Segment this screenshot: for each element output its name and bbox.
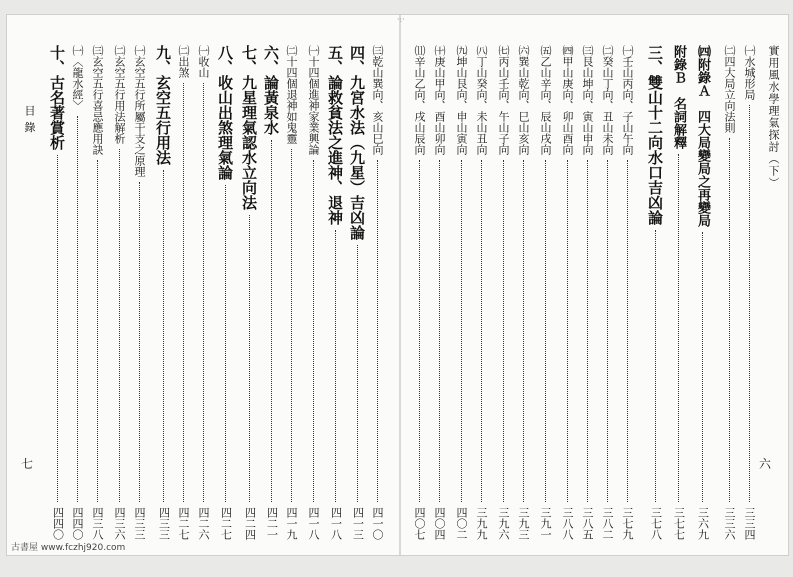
dot-leader xyxy=(249,215,250,502)
dot-leader xyxy=(503,160,504,502)
dot-leader xyxy=(729,138,730,502)
left-toc-entry[interactable] xyxy=(69,45,85,540)
left-toc-entry[interactable] xyxy=(347,45,368,540)
entry-page-number: 三九三 xyxy=(517,507,530,540)
entry-page-number: 三三四 xyxy=(743,507,756,540)
entry-page-number: 四三三 xyxy=(133,507,146,540)
left-toc-entry[interactable] xyxy=(325,45,346,540)
right-toc-entry[interactable] xyxy=(599,45,615,540)
entry-title: ㈥巽山乾向、巳山亥向 xyxy=(517,45,530,155)
dot-leader xyxy=(77,116,78,502)
dot-leader xyxy=(271,140,272,502)
entry-page-number: 四一九 xyxy=(285,507,298,540)
dot-leader xyxy=(678,154,679,502)
dot-leader xyxy=(313,160,314,502)
entry-title: ㈣附錄Ａ 四大局變局之再變局 xyxy=(695,45,710,227)
dot-leader xyxy=(291,149,292,502)
dot-leader xyxy=(461,160,462,502)
right-toc-entry[interactable] xyxy=(431,45,447,540)
left-toc-entry[interactable] xyxy=(369,45,385,540)
left-toc-entry[interactable] xyxy=(47,45,68,540)
entry-title: 七、九星理氣認水立向法 xyxy=(240,45,258,210)
dot-leader xyxy=(357,245,358,502)
left-toc-entry[interactable] xyxy=(261,45,282,540)
dot-leader xyxy=(567,160,568,502)
left-running-head: 目 錄 xyxy=(23,105,36,134)
entry-page-number: 四一八 xyxy=(329,507,343,540)
entry-title: ㈠十四個進神家業興論 xyxy=(307,45,320,155)
dot-leader xyxy=(607,160,608,502)
page-gutter xyxy=(399,15,401,555)
dot-leader xyxy=(702,232,703,502)
right-toc-entry[interactable] xyxy=(741,45,757,540)
dot-leader xyxy=(545,160,546,502)
dot-leader xyxy=(139,182,140,502)
left-toc-entry[interactable] xyxy=(195,45,211,540)
dot-leader xyxy=(655,230,656,502)
left-toc-entry[interactable] xyxy=(89,45,105,540)
right-toc-entry[interactable] xyxy=(693,45,712,540)
dot-leader xyxy=(523,160,524,502)
dot-leader xyxy=(183,83,184,502)
entry-title: ㈠水城形局 xyxy=(743,45,756,100)
entry-title: 三、雙山十二向水口吉凶論 xyxy=(646,45,664,225)
entry-page-number: 三八八 xyxy=(561,507,574,540)
entry-page-number: 四一〇 xyxy=(371,507,384,540)
right-toc-entry[interactable] xyxy=(579,45,595,540)
right-folio: 六 xyxy=(759,457,772,471)
entry-page-number: 四三八 xyxy=(91,507,104,540)
entry-page-number: 三六九 xyxy=(696,507,710,540)
entry-title: 九、玄空五行用法 xyxy=(154,45,172,165)
dot-leader xyxy=(749,105,750,502)
right-toc-entry[interactable] xyxy=(495,45,511,540)
entry-title: ㈠收山 xyxy=(197,45,210,78)
right-toc-entry[interactable] xyxy=(411,45,427,540)
dot-leader xyxy=(119,149,120,502)
right-running-head: 實用風水學理氣探討（下） xyxy=(767,45,780,189)
entry-page-number: 三三六 xyxy=(723,507,736,540)
book-spread xyxy=(6,14,789,556)
entry-title: 五、論救貧法之進神、退神 xyxy=(326,45,344,225)
entry-title: ㈨坤山艮向、申山寅向 xyxy=(455,45,468,155)
dot-leader xyxy=(203,83,204,502)
entry-title: ㈢玄空五行喜忌應用訣 xyxy=(91,45,104,155)
entry-page-number: 四二七 xyxy=(219,507,233,540)
entry-title: ㈦丙山壬向、午山子向 xyxy=(497,45,510,155)
right-toc-entry[interactable] xyxy=(515,45,531,540)
entry-page-number: 四二六 xyxy=(197,507,210,540)
entry-title: ㈠〈龍水經〉 xyxy=(71,45,84,111)
left-toc-entry[interactable] xyxy=(305,45,321,540)
entry-title: 四、九宮水法（九星）吉凶論 xyxy=(348,45,366,240)
entry-title: ㈤乙山辛向、辰山戌向 xyxy=(539,45,552,155)
entry-page-number: 四二一 xyxy=(265,507,279,540)
entry-title: ㈠壬山丙向、子山午向 xyxy=(621,45,634,155)
left-folio: 七 xyxy=(21,457,34,471)
dot-leader xyxy=(163,170,164,502)
footer-watermark: 古書屋 www.fczhj920.com xyxy=(11,543,126,553)
right-toc-entry[interactable] xyxy=(453,45,469,540)
entry-page-number: 三七九 xyxy=(621,507,634,540)
entry-title: 十、古名著賞析 xyxy=(48,45,66,150)
entry-title: ㈧丁山癸向、未山丑向 xyxy=(475,45,488,155)
left-toc-entry[interactable] xyxy=(131,45,147,540)
entry-page-number: 三九九 xyxy=(475,507,488,540)
entry-page-number: 四一八 xyxy=(307,507,320,540)
entry-page-number: 三七七 xyxy=(672,507,686,540)
right-toc-entry[interactable] xyxy=(669,45,688,540)
entry-page-number: 三七八 xyxy=(649,507,663,540)
entry-page-number: 三八五 xyxy=(581,507,594,540)
dot-leader xyxy=(587,160,588,502)
entry-page-number: 四三六 xyxy=(113,507,126,540)
entry-page-number: 四二四 xyxy=(243,507,257,540)
left-toc-entry[interactable] xyxy=(283,45,299,540)
left-toc-entry[interactable] xyxy=(215,45,236,540)
scan-speck: ·:· xyxy=(397,15,405,24)
entry-title: ㈣甲山庚向、卯山酉向 xyxy=(561,45,574,155)
entry-title: ㈡玄空五行用法解析 xyxy=(113,45,126,144)
entry-page-number: 三九一 xyxy=(539,507,552,540)
entry-title: 八、收山出煞理氣論 xyxy=(216,45,234,180)
entry-title: ㈩庚山甲向、酉山卯向 xyxy=(433,45,446,155)
right-toc-entry[interactable] xyxy=(473,45,489,540)
right-toc-entry[interactable] xyxy=(619,45,635,540)
left-toc-entry[interactable] xyxy=(239,45,260,540)
dot-leader xyxy=(481,160,482,502)
entry-page-number: 四四〇 xyxy=(51,507,65,540)
dot-leader xyxy=(439,160,440,502)
entry-title: ㈡四大局立向法則 xyxy=(723,45,736,133)
dot-leader xyxy=(57,155,58,502)
dot-leader xyxy=(335,230,336,502)
entry-page-number: 三九六 xyxy=(497,507,510,540)
entry-page-number: 四〇二 xyxy=(455,507,468,540)
dot-leader xyxy=(627,160,628,502)
entry-page-number: 四四〇 xyxy=(71,507,84,540)
left-toc-entry[interactable] xyxy=(175,45,191,540)
entry-title: ㈡癸山丁向、丑山未向 xyxy=(601,45,614,155)
left-toc-entry[interactable] xyxy=(153,45,174,540)
right-toc-entry[interactable] xyxy=(721,45,737,540)
entry-title: ㈡出煞 xyxy=(177,45,190,78)
right-toc-entry[interactable] xyxy=(559,45,575,540)
dot-leader xyxy=(225,185,226,502)
entry-title: ㈠玄空五行所屬干支之原理 xyxy=(133,45,146,177)
entry-title: 附錄Ｂ 名詞解釋 xyxy=(671,45,686,149)
entry-page-number: 四一三 xyxy=(351,507,365,540)
entry-title: ㈢乾山巽向、亥山巳向 xyxy=(371,45,384,155)
right-toc-entry[interactable] xyxy=(537,45,553,540)
entry-title: ㈢艮山坤向、寅山申向 xyxy=(581,45,594,155)
dot-leader xyxy=(419,160,420,502)
entry-title: ㈡十四個退神如鬼靈 xyxy=(285,45,298,144)
entry-page-number: 四〇七 xyxy=(413,507,426,540)
entry-page-number: 四〇四 xyxy=(433,507,446,540)
entry-page-number: 四二七 xyxy=(177,507,190,540)
entry-title: ⑾辛山乙向、戌山辰向 xyxy=(413,45,426,155)
left-toc-entry[interactable] xyxy=(111,45,127,540)
entry-page-number: 四三三 xyxy=(157,507,171,540)
dot-leader xyxy=(97,160,98,502)
entry-title: 六、論黃泉水 xyxy=(262,45,280,135)
entry-page-number: 三八二 xyxy=(601,507,614,540)
dot-leader xyxy=(377,160,378,502)
right-toc-entry[interactable] xyxy=(645,45,666,540)
